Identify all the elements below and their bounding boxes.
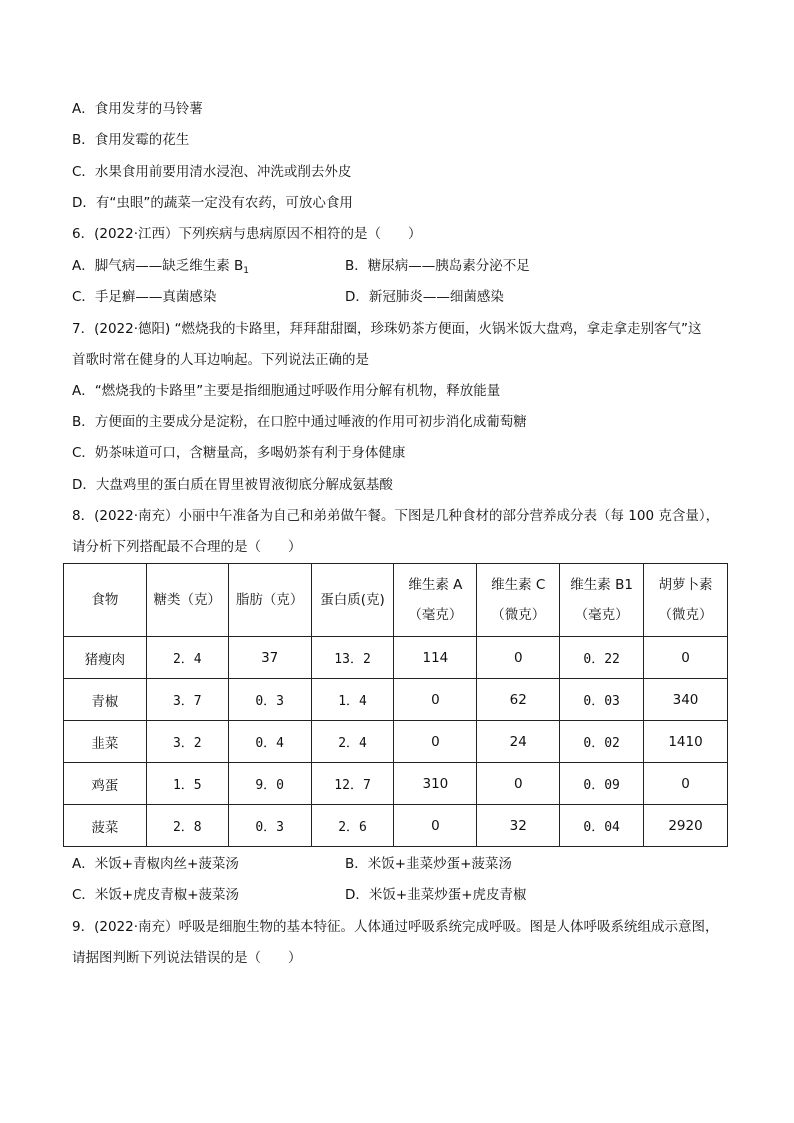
q6-stem: 6．(2022·江西）下列疾病与患病原因不相符的是（ ） <box>72 226 422 242</box>
table-cell: 0．3 <box>228 805 311 847</box>
table-cell: 猪瘦肉 <box>64 637 147 679</box>
q5-option-a: A．食用发芽的马铃薯 <box>72 101 203 117</box>
q7-option-c: C．奶茶味道可口，含糖量高，多喝奶茶有利于身体健康 <box>72 445 406 461</box>
table-cell: 2．8 <box>146 805 228 847</box>
table-row <box>64 679 728 721</box>
table-cell: 0．22 <box>560 637 644 679</box>
table-header-cell: 蛋白质(克) <box>311 564 394 637</box>
table-cell: 114 <box>394 637 477 679</box>
table-cell: 2920 <box>644 805 728 847</box>
q6-option-c: C．手足癣——真菌感染 <box>72 289 217 305</box>
table-cell: 310 <box>394 763 477 805</box>
q5-option-d: D．有“虫眼”的蔬菜一定没有农药，可放心食用 <box>72 195 353 211</box>
table-header-cell: 脂肪（克） <box>228 564 311 637</box>
table-row <box>64 805 728 847</box>
table-cell: 2．6 <box>311 805 394 847</box>
q6-option-d: D．新冠肺炎——细菌感染 <box>345 289 504 305</box>
table-cell: 12．7 <box>311 763 394 805</box>
table-cell: 2．4 <box>311 721 394 763</box>
table-cell: 青椒 <box>64 679 147 721</box>
table-cell: 1410 <box>644 721 728 763</box>
table-header-cell: 胡萝卜素 （微克） <box>644 564 728 637</box>
q7-option-d: D．大盘鸡里的蛋白质在胃里被胃液彻底分解成氨基酸 <box>72 477 393 493</box>
q6-option-b: B．糖尿病——胰岛素分泌不足 <box>345 258 530 274</box>
q9-stem-line1: 9．(2022·南充）呼吸是细胞生物的基本特征。人体通过呼吸系统完成呼吸。图是人体呼吸系统组成示意图， <box>72 919 719 935</box>
table-cell: 0 <box>394 679 477 721</box>
table-header-cell: 维生素 C （微克） <box>477 564 560 637</box>
q9-stem-line2: 请据图判断下列说法错误的是（ ） <box>72 950 302 966</box>
table-cell: 鸡蛋 <box>64 763 147 805</box>
table-cell: 340 <box>644 679 728 721</box>
table-row <box>64 721 728 763</box>
q7-stem-line2: 首歌时常在健身的人耳边响起。下列说法正确的是 <box>72 352 369 368</box>
table-cell: 韭菜 <box>64 721 147 763</box>
q7-stem-line1: 7．(2022·德阳) “燃烧我的卡路里，拜拜甜甜圈，珍珠奶茶方便面，火锅米饭大盘鸡，拿走拿走别客气”这 <box>72 321 702 337</box>
table-cell: 0 <box>644 763 728 805</box>
table-cell: 0 <box>477 637 560 679</box>
table-cell: 3．2 <box>146 721 228 763</box>
table-cell: 1．4 <box>311 679 394 721</box>
table-header-cell: 维生素 B1 （毫克） <box>560 564 644 637</box>
table-cell: 1．5 <box>146 763 228 805</box>
q8-option-d: D．米饭+韭菜炒蛋+虎皮青椒 <box>345 887 527 903</box>
table-header-row <box>64 564 728 637</box>
q8-stem-line1: 8．(2022·南充）小丽中午准备为自己和弟弟做午餐。下图是几种食材的部分营养成分表（每 100 克含量）， <box>72 508 720 524</box>
table-cell: 0．3 <box>228 679 311 721</box>
q8-option-a: A．米饭+青椒肉丝+菠菜汤 <box>72 856 239 872</box>
table-header-cell: 糖类（克） <box>146 564 228 637</box>
table-cell: 0 <box>477 763 560 805</box>
q8-stem-line2: 请分析下列搭配最不合理的是（ ） <box>72 539 302 555</box>
table-cell: 13．2 <box>311 637 394 679</box>
table-cell: 0．02 <box>560 721 644 763</box>
q6-option-a: A．脚气病——缺乏维生素 $B_1$ <box>72 258 250 276</box>
table-cell: 2．4 <box>146 637 228 679</box>
table-cell: 24 <box>477 721 560 763</box>
q6-option-a-subscript: 1 <box>243 266 250 276</box>
table-cell: 0．04 <box>560 805 644 847</box>
table-header-cell: 维生素 A （毫克） <box>394 564 477 637</box>
table-cell: 菠菜 <box>64 805 147 847</box>
table-row <box>64 637 728 679</box>
q7-option-b: B．方便面的主要成分是淀粉，在口腔中通过唾液的作用可初步消化成葡萄糖 <box>72 414 527 430</box>
table-cell: 0．4 <box>228 721 311 763</box>
table-cell: 0．09 <box>560 763 644 805</box>
table-cell: 62 <box>477 679 560 721</box>
table-row <box>64 763 728 805</box>
nutrition-table <box>63 563 728 847</box>
table-header-cell: 食物 <box>64 564 147 637</box>
table-cell: 32 <box>477 805 560 847</box>
table-cell: 0．03 <box>560 679 644 721</box>
q8-option-b: B．米饭+韭菜炒蛋+菠菜汤 <box>345 856 512 872</box>
table-cell: 0 <box>394 721 477 763</box>
q5-option-b: B．食用发霉的花生 <box>72 132 190 148</box>
table-cell: 0 <box>394 805 477 847</box>
q7-option-a: A．“燃烧我的卡路里”主要是指细胞通过呼吸作用分解有机物，释放能量 <box>72 383 501 399</box>
table-cell: 3．7 <box>146 679 228 721</box>
table-cell: 37 <box>228 637 311 679</box>
q5-option-c: C．水果食用前要用清水浸泡、冲洗或削去外皮 <box>72 164 352 180</box>
table-cell: 0 <box>644 637 728 679</box>
q8-option-c: C．米饭+虎皮青椒+菠菜汤 <box>72 887 240 903</box>
table-cell: 9．0 <box>228 763 311 805</box>
